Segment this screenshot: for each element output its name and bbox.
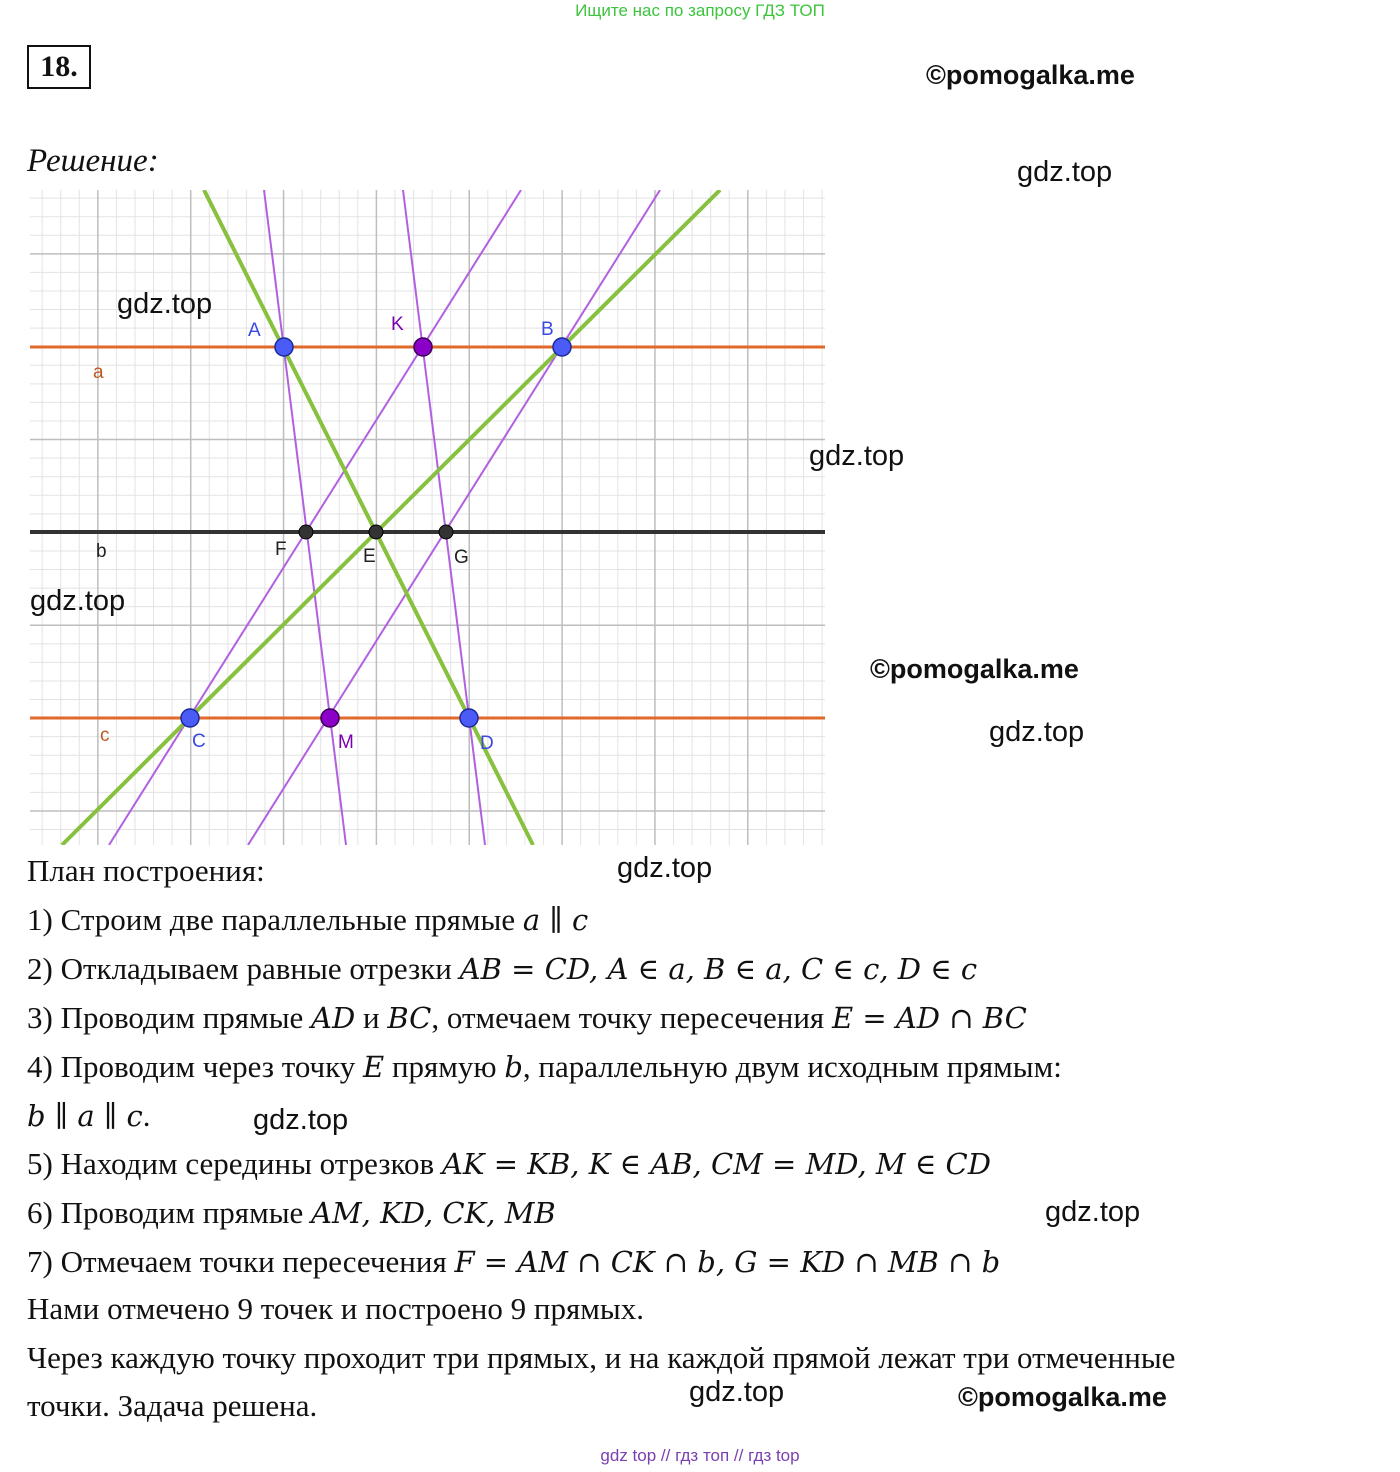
label-line-c: c xyxy=(100,725,110,746)
point-b xyxy=(553,338,571,356)
watermark-gdz: gdz.top xyxy=(617,852,713,884)
label-line-a: a xyxy=(93,362,104,383)
line-am xyxy=(264,190,346,845)
step-4-continued: b ∥ a ∥ c. xyxy=(27,1098,151,1133)
point-d xyxy=(460,709,478,727)
watermark-gdz: gdz.top xyxy=(689,1376,785,1408)
step-2: 2) Откладываем равные отрезки AB = CD, A ∈ a, B ∈ a, C ∈ c, D ∈ c xyxy=(27,951,978,986)
label-k: K xyxy=(391,314,404,335)
step-3: 3) Проводим прямые AD и BC, отмечаем точку пересечения E = AD ∩ BC xyxy=(27,1000,1027,1035)
point-k xyxy=(414,338,432,356)
watermark-gdz: gdz.top xyxy=(1045,1196,1141,1228)
watermark-gdz: gdz.top xyxy=(253,1104,349,1136)
solution-heading: Решение: xyxy=(27,143,159,179)
point-e xyxy=(369,525,383,539)
footer-links[interactable]: gdz top // гдз топ // гдз top xyxy=(600,1446,800,1465)
conclusion-line-1: Нами отмечено 9 точек и построено 9 прямых. xyxy=(27,1291,644,1326)
point-c xyxy=(181,709,199,727)
step-6: 6) Проводим прямые AM, KD, CK, MB xyxy=(27,1195,556,1230)
label-e: E xyxy=(363,546,376,567)
line-mb xyxy=(248,190,660,845)
label-c: C xyxy=(192,731,206,752)
point-g xyxy=(439,525,453,539)
step-5: 5) Находим середины отрезков AK = KB, K ∈ AB, CM = MD, M ∈ CD xyxy=(27,1146,991,1181)
label-a: A xyxy=(248,320,261,341)
point-m xyxy=(321,709,339,727)
point-f xyxy=(299,525,313,539)
label-d: D xyxy=(480,733,494,754)
conclusion-line-2: Через каждую точку проходит три прямых, и на каждой прямой лежат три отмеченные xyxy=(27,1340,1176,1375)
label-g: G xyxy=(454,547,469,568)
watermark-pomogalka: ©pomogalka.me xyxy=(958,1382,1167,1412)
plan-title: План построения: xyxy=(27,853,265,888)
watermark-gdz: gdz.top xyxy=(809,440,905,472)
step-7: 7) Отмечаем точки пересечения F = AM ∩ CK ∩ b, G = KD ∩ MB ∩ b xyxy=(27,1244,1001,1279)
step-4: 4) Проводим через точку E прямую b, параллельную двум исходным прямым: xyxy=(27,1049,1062,1084)
search-hint: Ищите нас по запросу ГДЗ ТОП xyxy=(575,1,825,20)
watermark-gdz: gdz.top xyxy=(117,288,213,320)
line-kd xyxy=(403,190,485,845)
watermark-gdz: gdz.top xyxy=(1017,156,1113,188)
step-1: 1) Строим две параллельные прямые a ∥ c xyxy=(27,902,589,937)
label-line-b: b xyxy=(96,541,107,562)
task-number: 18. xyxy=(27,45,91,89)
watermark-pomogalka: ©pomogalka.me xyxy=(870,654,1079,684)
label-m: M xyxy=(338,732,354,753)
label-b: B xyxy=(541,319,554,340)
watermark-gdz: gdz.top xyxy=(989,716,1085,748)
watermark-gdz: gdz.top xyxy=(30,585,126,617)
watermark-pomogalka: ©pomogalka.me xyxy=(926,60,1135,90)
conclusion-line-3: точки. Задача решена. xyxy=(27,1388,318,1423)
label-f: F xyxy=(275,539,287,560)
point-a xyxy=(275,338,293,356)
